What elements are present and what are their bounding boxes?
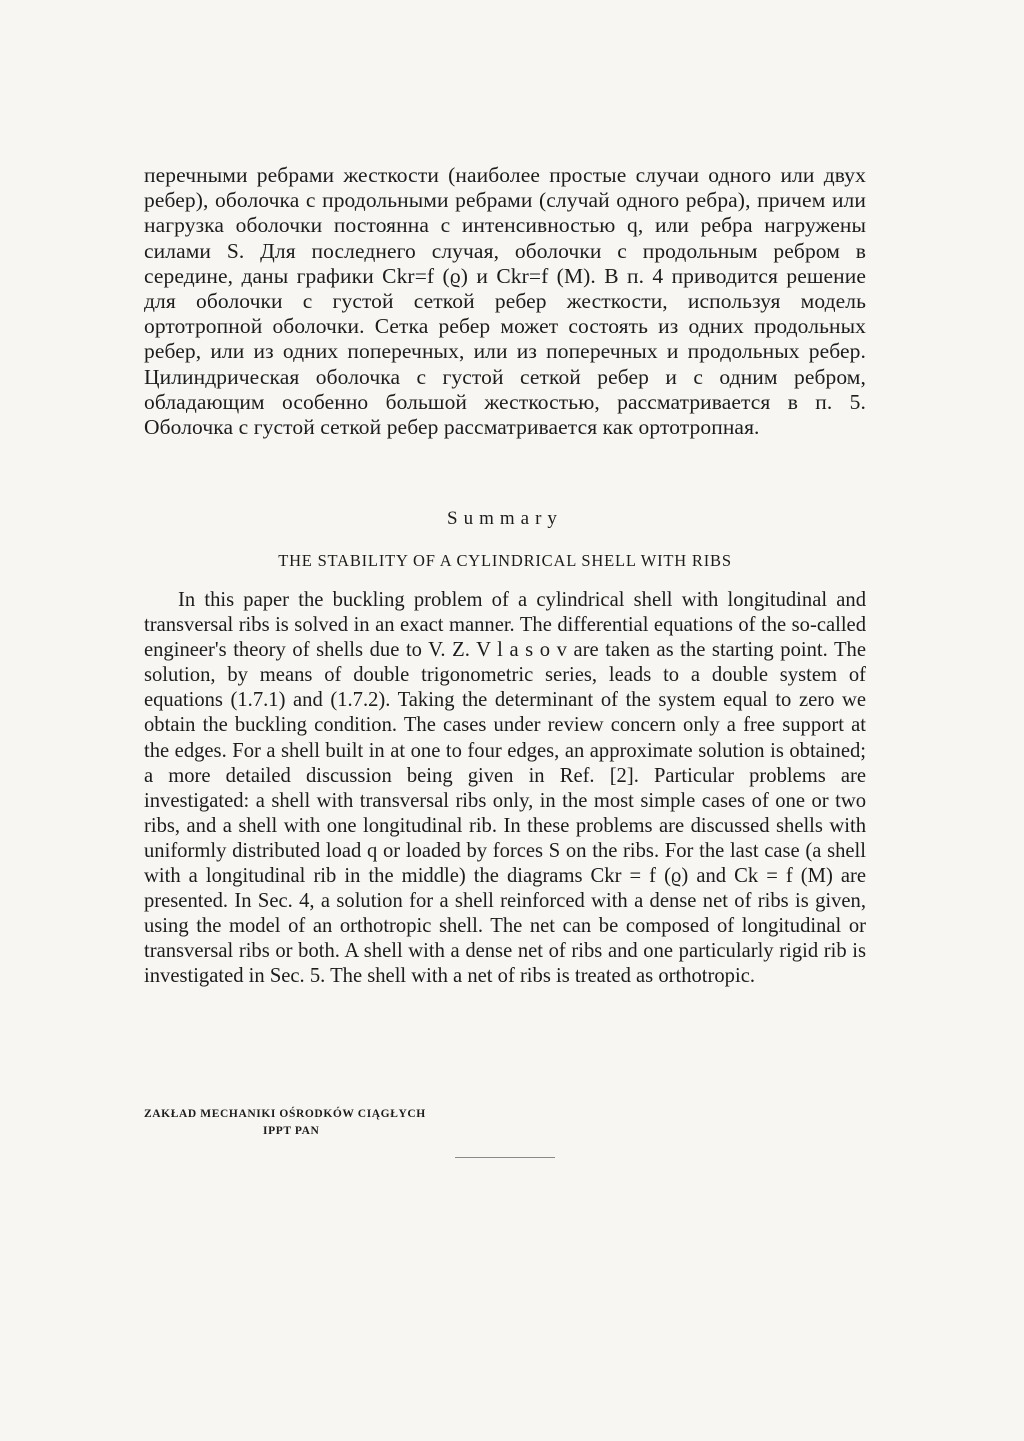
affiliation-line-2: IPPT PAN [263,1125,320,1137]
summary-heading: Summary [447,508,563,529]
russian-paragraph: перечными ребрами жесткости (наиболее простые случаи одного или двух ребер), оболочка с продольными ребрами (случай одного ребра), причем или нагрузка оболочки постоянна с интенсивностью q, или ребра нагружены силами S. Для последнего случая, оболочки с продольным ребром в середине, даны графики Ckr=f (ϱ) и Ckr=f (M). В п. 4 приводится решение для оболочки с густой сеткой ребер жесткости, используя модель ортотропной оболочки. Сетка ребер может состоять из одних продольных ребер, или из одних поперечных, или из поперечных и продольных ребер. Цилиндрическая оболочка с густой сеткой ребер и с одним ребром, обладающим особенно большой жесткостью, рассматривается в п. 5. Оболочка с густой сеткой ребер рассматривается как ортотропная. [144,163,866,440]
affiliation-line-1: ZAKŁAD MECHANIKI OŚRODKÓW CIĄGŁYCH [144,1108,426,1120]
english-paragraph: In this paper the buckling problem of a cylindrical shell with longitudinal and transversal ribs is solved in an exact manner. The differential equations of the so-called engineer's theory of shells due to V. Z. V l a s o v are taken as the starting point. The solution, by means of double trigonometric series, leads to a double system of equations (1.7.1) and (1.7.2). Taking the determinant of the system equal to zero we obtain the buckling condition. The cases under review concern only a free support at the edges. For a shell built in at one to four edges, an approximate solution is obtained; a more detailed discussion being given in Ref. [2]. Particular problems are investigated: a shell with transversal ribs only, in the most simple cases of one or two ribs, and a shell with one longitudinal rib. In these problems are discussed shells with uniformly distributed load q or loaded by forces S on the ribs. For the last case (a shell with a longitudinal rib in the middle) the diagrams Ckr = f (ϱ) and Ck = f (M) are presented. In Sec. 4, a solution for a shell reinforced with a dense net of ribs is given, using the model of an orthotropic shell. The net can be composed of longitudinal or transversal ribs or both. A shell with a dense net of ribs and one particularly rigid rib is investigated in Sec. 5. The shell with a net of ribs is treated as orthotropic. [144,589,866,988]
summary-title: THE STABILITY OF A CYLINDRICAL SHELL WITH RIBS [278,551,732,570]
end-rule [455,1157,555,1158]
